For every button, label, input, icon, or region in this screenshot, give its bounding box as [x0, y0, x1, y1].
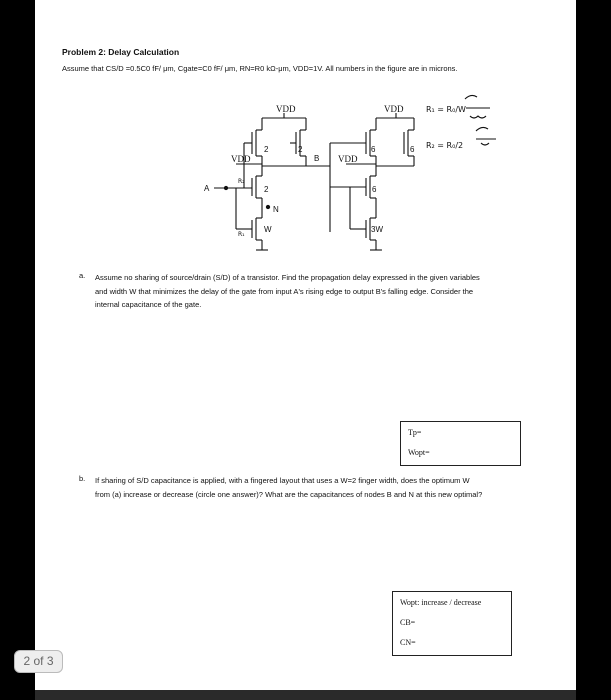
- handwritten-r2: R₂ = R₀/2: [426, 141, 464, 150]
- width-2-b: 2: [298, 145, 303, 154]
- answer-cn: CN=: [400, 638, 416, 647]
- question-b-label: b.: [79, 474, 86, 483]
- problem-assumptions: Assume that CS/D =0.5C0 fF/ μm, Cgate=C0 fF/ μm, RN=R0 kΩ-μm, VDD=1V. All numbers in the figure are in microns.: [62, 64, 458, 73]
- question-a-label: a.: [79, 271, 86, 280]
- vdd-label-3: VDD: [231, 154, 251, 164]
- answer-tp: Tp=: [408, 428, 422, 437]
- answer-wopt: Wopt=: [408, 448, 430, 457]
- node-a-label: A: [204, 184, 210, 193]
- width-6-b: 6: [410, 145, 415, 154]
- width-2-a: 2: [264, 145, 269, 154]
- answer-box-b: [392, 591, 512, 656]
- handwritten-r1: R₁ = R₀/W: [426, 105, 466, 114]
- width-w: W: [264, 225, 272, 234]
- question-b-text: If sharing of S/D capacitance is applied, with a fingered layout that uses a W=2 finger width, does the optimum W from (a) increase or decrease (circle one answer)? What are the capacitances of nodes B and N at this new optimal?: [95, 476, 483, 499]
- handwritten-r2-mark: R₂: [238, 178, 245, 185]
- vdd-label-1: VDD: [276, 104, 296, 114]
- width-3w: 3W: [371, 225, 383, 234]
- width-2-c: 2: [264, 185, 269, 194]
- problem-title: Problem 2: Delay Calculation: [62, 47, 180, 57]
- vdd-label-4: VDD: [338, 154, 358, 164]
- handwritten-r1-mark: R₁: [238, 231, 245, 238]
- width-6-a: 6: [371, 145, 376, 154]
- width-6-c: 6: [372, 185, 377, 194]
- node-b-label: B: [314, 154, 320, 163]
- question-a-text: Assume no sharing of source/drain (S/D) of a transistor. Find the propagation delay expressed in the given variables and width W that minimizes the delay of the gate from input A's rising edge to output B's falling edge. Consider the internal capacitance of the gate.: [95, 273, 480, 309]
- vdd-label-2: VDD: [384, 104, 404, 114]
- answer-box-a: [400, 421, 521, 466]
- page-indicator: 2 of 3: [14, 650, 63, 673]
- answer-wopt-choice: Wopt: increase / decrease: [400, 598, 482, 607]
- node-n-label: N: [273, 205, 279, 214]
- answer-cb: CB=: [400, 618, 416, 627]
